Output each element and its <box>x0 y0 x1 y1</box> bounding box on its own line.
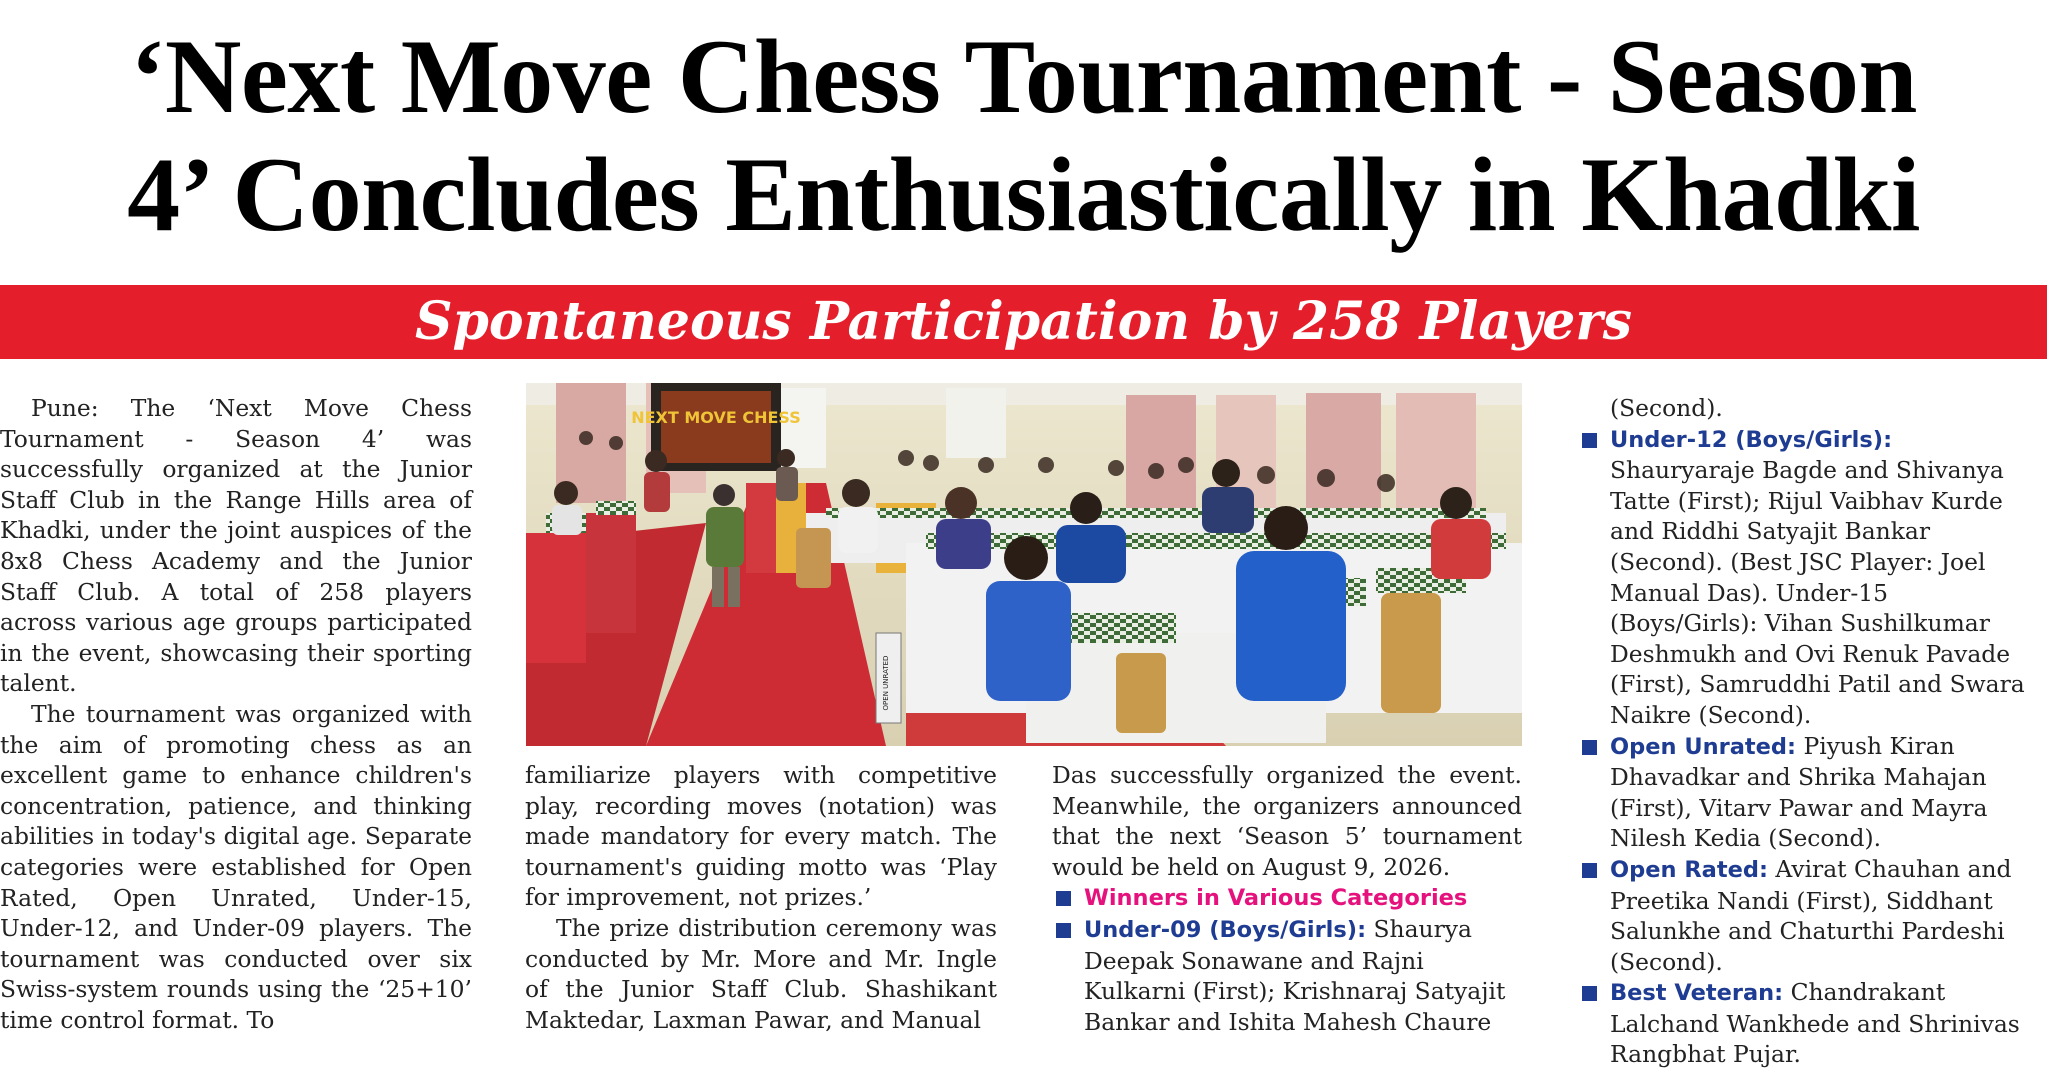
winner-under12 <box>1578 424 2033 731</box>
winners-heading: Winners in Various Categories <box>1084 885 1468 912</box>
article-column-2 <box>525 760 997 1035</box>
winners-heading-item <box>1052 882 1522 914</box>
winner-open-unrated <box>1578 731 2033 854</box>
subheadline-bar <box>0 285 2047 359</box>
table-sign: OPEN UNRATED <box>882 655 890 711</box>
article-paragraph-1: Pune: The ‘Next Move Chess Tournament - Season 4’ was successfully organized at the Junior Staff Club in the Range Hills area of Khadki, under the joint auspices of the 8x8 Chess Academy and the Junior Staff Club. A total of 258 players across various age groups participated in the event, showcasing their sporting talent. <box>0 394 472 698</box>
article-paragraph-2-continued: familiarize players with competitive play, recording moves (notation) was made mandatory for every match. The tournament's guiding motto was ‘Play for improvement, not prizes.’ <box>525 761 997 912</box>
subheadline: Spontaneous Participation by 258 Players <box>414 291 1633 352</box>
best-veteran-winners: Chandrakant Lalchand Wankhede and Shrinivas Rangbhat Pujar. <box>1610 978 2020 1069</box>
bullet-square-icon <box>1582 986 1597 1001</box>
best-veteran-label: Best Veteran: <box>1610 980 1784 1007</box>
winner-open-rated <box>1578 854 2033 977</box>
open-rated-label: Open Rated: <box>1610 856 1768 883</box>
under09-label: Under-09 (Boys/Girls): <box>1084 916 1367 943</box>
winner-under09 <box>1052 914 1522 1037</box>
article-paragraph-3: The prize distribution ceremony was conducted by Mr. More and Mr. Ingle of the Junior Staff Club. Shashikant Maktedar, Laxman Pawar, and Manual <box>525 913 997 1034</box>
banner-text: NEXT MOVE CHESS <box>631 408 801 427</box>
article-column-4 <box>1578 393 2033 1070</box>
under12-label: Under-12 (Boys/Girls): <box>1610 426 1893 453</box>
winners-list <box>1052 882 1522 1037</box>
bullet-square-icon <box>1582 740 1597 755</box>
article-column-3 <box>1052 760 1522 1037</box>
article-paragraph-3-continued: Das successfully organized the event. Meanwhile, the organizers announced that the next ‘Season 5’ tournament would be held on August 9, 2026. <box>1052 761 1522 881</box>
headline <box>0 18 2047 254</box>
article-paragraph-2: The tournament was organized with the aim of promoting chess as an excellent game to enhance children's concentration, patience, and thinking abilities in today's digital age. Separate categories were established for Open Rated, Open Unrated, Under-15, Under-12, and Under-09 players. The tournament was conducted over six Swiss-system rounds using the ‘25+10’ time control format. To <box>0 699 472 1034</box>
under09-winners: Shaurya Deepak Sonawane and Rajni Kulkarni (First); Krishnaraj Satyajit Bankar and Ishita Mahesh Chaure <box>1084 914 1506 1036</box>
under09-continued: (Second). <box>1610 394 1723 422</box>
article-column-1 <box>0 393 472 1035</box>
under12-winners: Shauryaraje Bagde and Shivanya Tatte (First); Rijul Vaibhav Kurde and Riddhi Satyajit Bankar (Second). (Best JSC Player: Joel Manual Das). Under-15 (Boys/Girls): Vihan Sushilkumar Deshmukh and Ovi Renuk Pavade (First), Samruddhi Patil and Swara Naikre (Second). <box>1610 456 2025 729</box>
open-unrated-winners: Piyush Kiran Dhavadkar and Shrika Mahajan (First), Vitarv Pawar and Mayra Nilesh Kedia (Second). <box>1610 731 1988 853</box>
bullet-square-icon <box>1582 863 1597 878</box>
winners-list-continued <box>1578 424 2033 1070</box>
open-rated-winners: Avirat Chauhan and Preetika Nandi (First), Siddhant Salunkhe and Chaturthi Pardeshi (Second). <box>1610 854 2012 976</box>
bullet-square-icon <box>1582 433 1597 448</box>
bullet-square-icon <box>1056 891 1071 906</box>
headline-line-1: ‘Next Move Chess Tournament - Season <box>130 18 1917 135</box>
bullet-square-icon <box>1056 923 1071 938</box>
headline-line-2: 4’ Concludes Enthusiastically in Khadki <box>127 136 1920 253</box>
tournament-photo <box>526 383 1522 746</box>
winner-best-veteran <box>1578 977 2033 1070</box>
open-unrated-label: Open Unrated: <box>1610 733 1797 760</box>
